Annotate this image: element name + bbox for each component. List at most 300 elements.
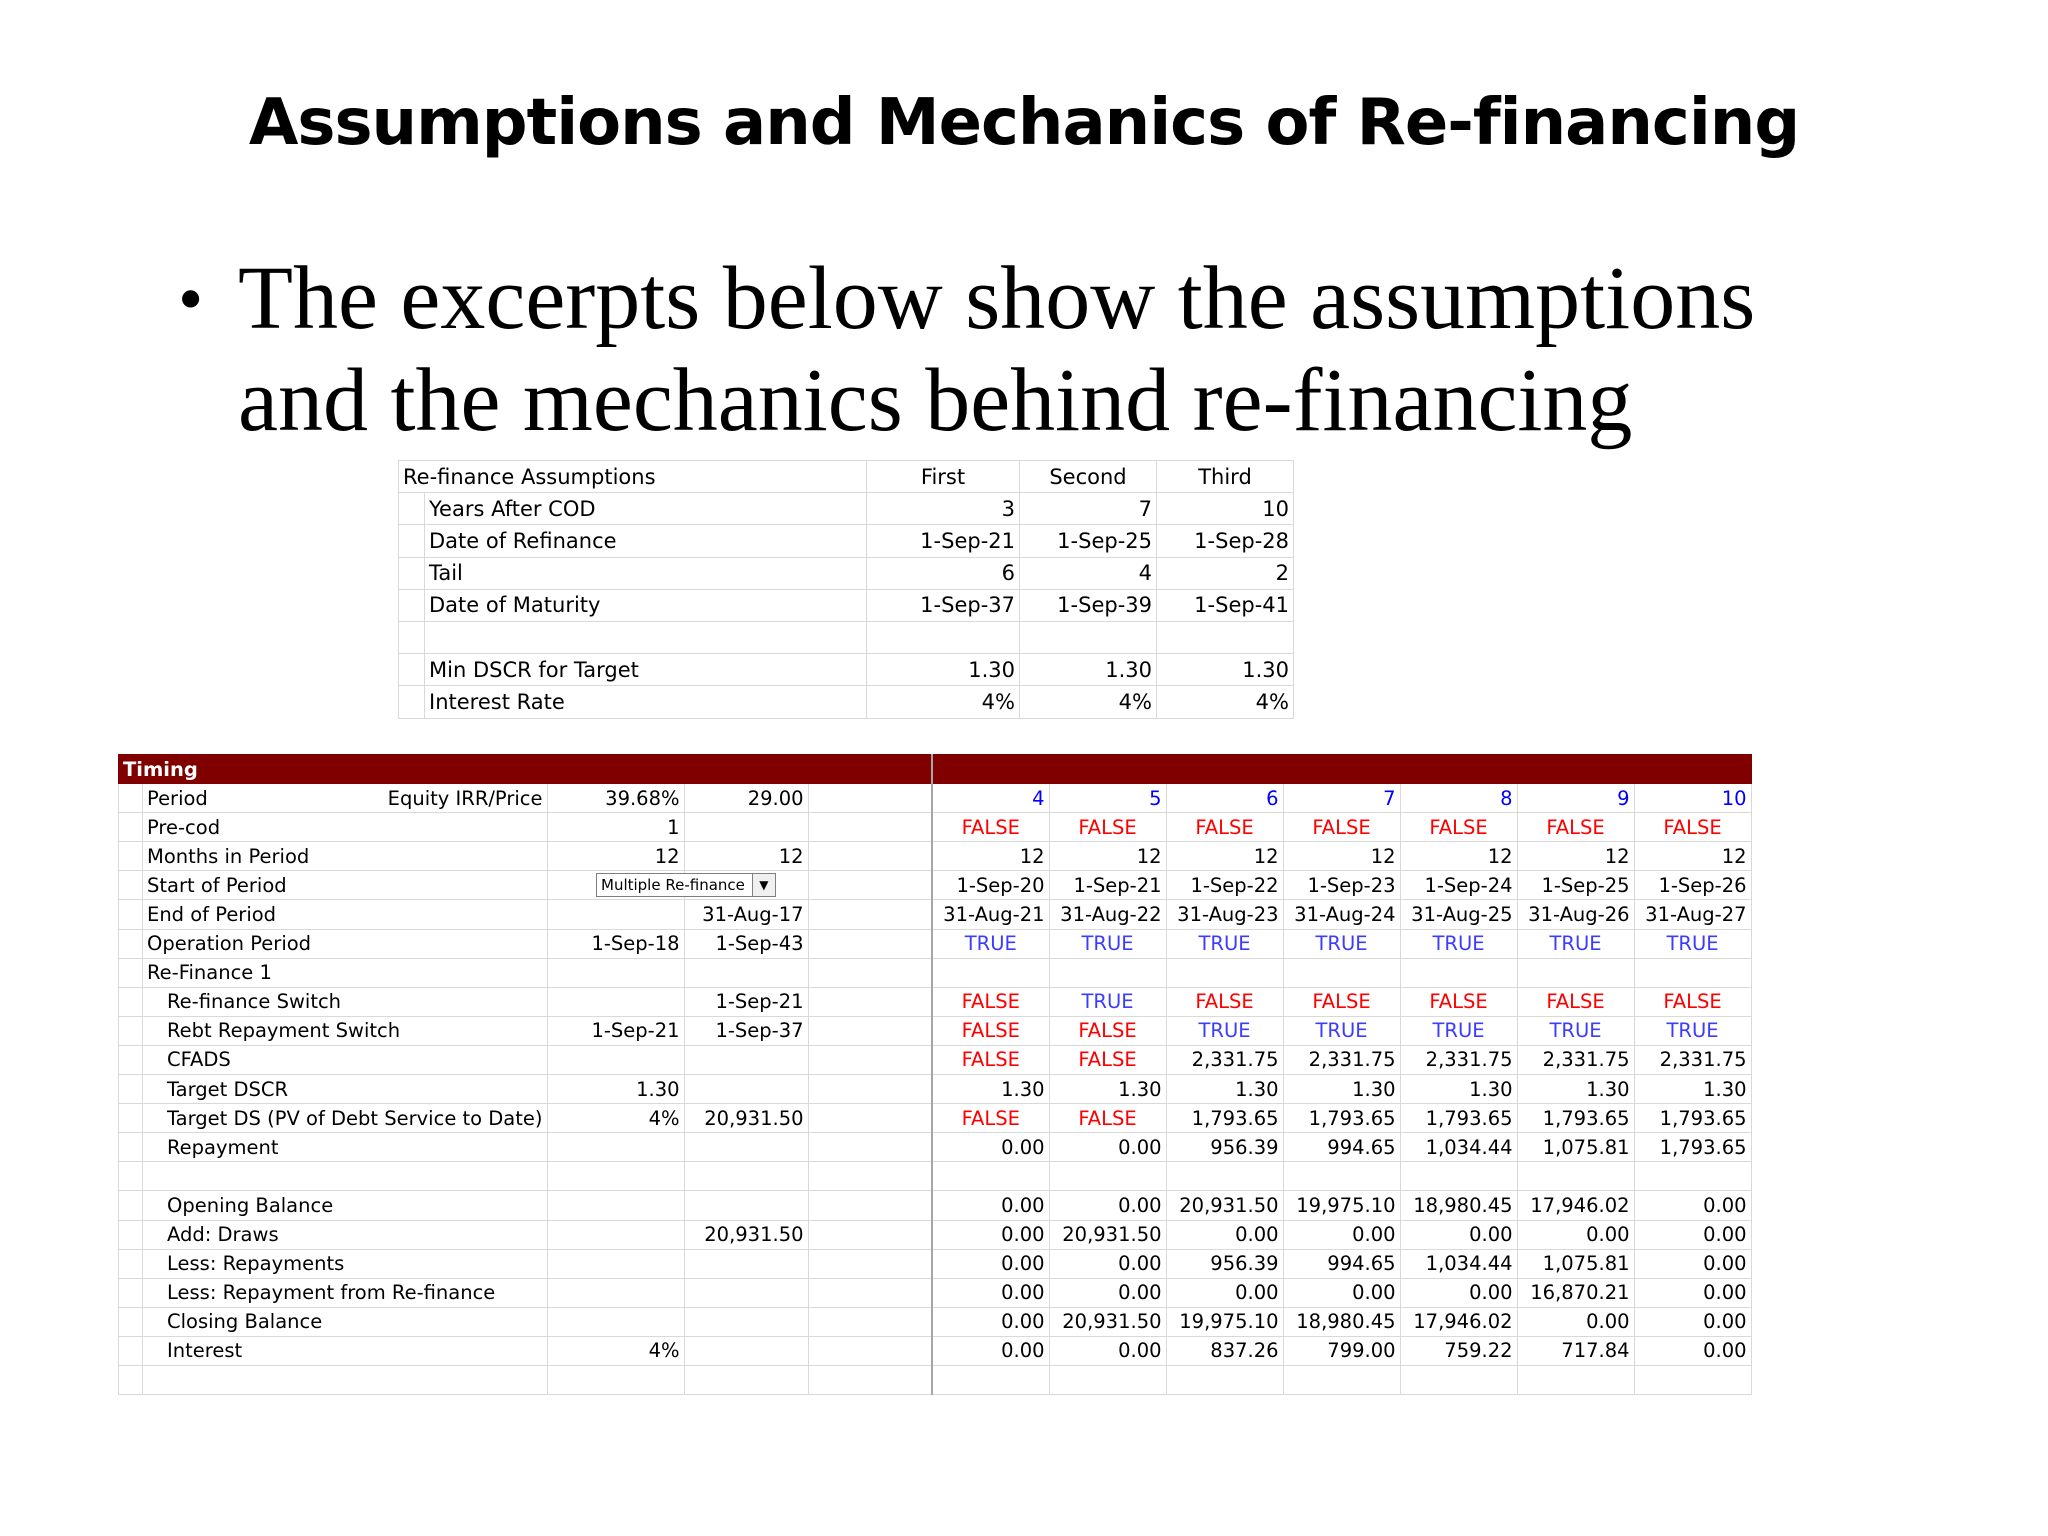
row-label: Tail [425,557,867,589]
indent-cell [119,1104,143,1133]
indent-cell [119,871,143,900]
period-value-cell: 19,975.10 [1166,1307,1283,1336]
spacer-cell [808,842,932,871]
column-header: Second [1020,461,1157,493]
table-row [119,842,1752,871]
period-value-cell: 0.00 [932,1220,1049,1249]
period-value-cell: 0.00 [1634,1191,1751,1220]
period-value-cell: 16,870.21 [1517,1278,1634,1307]
period-value-cell: TRUE [1283,929,1400,958]
period-value-cell: 1,793.65 [1634,1104,1751,1133]
table-row [119,1365,1752,1394]
period-value-cell: 717.84 [1517,1336,1634,1365]
period-value-cell: 1.30 [1166,1075,1283,1104]
period-value-cell: 994.65 [1283,1133,1400,1162]
spacer-cell [808,813,932,842]
refinance-assumptions-table [398,460,1294,719]
value-cell: 1.30 [1157,654,1294,686]
period-value-cell: 12 [1049,842,1166,871]
period-value-cell: 0.00 [932,1191,1049,1220]
period-value-cell: 0.00 [1634,1336,1751,1365]
indent-cell [119,1045,143,1074]
spacer-cell [808,1162,932,1191]
dropdown-arrow-icon[interactable]: ▼ [752,874,775,896]
period-value-cell: 0.00 [1634,1307,1751,1336]
indent-cell [119,813,143,842]
row-label: Less: Repayments [143,1249,548,1278]
period-value-cell: FALSE [1166,813,1283,842]
value-cell [547,1133,684,1162]
value-cell [684,1278,808,1307]
table-header-row [399,461,1294,493]
period-value-cell: 0.00 [1400,1278,1517,1307]
period-value-cell: 31-Aug-22 [1049,900,1166,929]
period-value-cell: 0.00 [1049,1336,1166,1365]
period-value-cell: 0.00 [932,1133,1049,1162]
spacer-cell [808,1045,932,1074]
period-value-cell: FALSE [932,813,1049,842]
period-value-cell: 5 [1049,784,1166,813]
value-cell: 20,931.50 [684,1220,808,1249]
period-value-cell: 10 [1634,784,1751,813]
value-cell: 4% [1157,686,1294,718]
period-value-cell: TRUE [1049,987,1166,1016]
row-label: Closing Balance [143,1307,548,1336]
row-label: Less: Repayment from Re-finance [143,1278,548,1307]
table-row [119,1278,1752,1307]
table-row [119,1191,1752,1220]
row-label: Interest Rate [425,686,867,718]
period-value-cell [1166,1162,1283,1191]
indent-cell [399,654,425,686]
value-cell: 1.30 [867,654,1020,686]
period-value-cell: 1,034.44 [1400,1249,1517,1278]
value-cell: 1-Sep-21 [867,525,1020,557]
period-value-cell: FALSE [1166,987,1283,1016]
value-cell: 1-Sep-28 [1157,525,1294,557]
value-cell: 1-Sep-18 [547,929,684,958]
period-value-cell: 2,331.75 [1283,1045,1400,1074]
value-cell [547,987,684,1016]
period-value-cell: 1,034.44 [1400,1133,1517,1162]
indent-cell [119,929,143,958]
period-value-cell: 1,075.81 [1517,1133,1634,1162]
table-row [399,557,1294,589]
value-cell: 3 [867,493,1020,525]
table-row [119,1133,1752,1162]
period-value-cell: 0.00 [1049,1191,1166,1220]
row-label: Interest [143,1336,548,1365]
period-value-cell: 0.00 [1166,1220,1283,1249]
period-value-cell: FALSE [1400,987,1517,1016]
period-value-cell: TRUE [1049,929,1166,958]
period-value-cell: 759.22 [1400,1336,1517,1365]
period-value-cell: 0.00 [1517,1307,1634,1336]
value-cell [684,958,808,987]
table-row [119,1104,1752,1133]
period-value-cell [1400,958,1517,987]
period-value-cell: 1.30 [1634,1075,1751,1104]
period-value-cell: TRUE [1166,929,1283,958]
value-cell [1020,621,1157,653]
period-value-cell: 0.00 [932,1336,1049,1365]
period-value-cell [1166,958,1283,987]
period-value-cell: TRUE [1634,1016,1751,1045]
row-label: Operation Period [143,929,548,958]
period-value-cell: 0.00 [1634,1249,1751,1278]
value-cell [547,1220,684,1249]
table-row [399,686,1294,718]
row-label: Opening Balance [143,1191,548,1220]
period-value-cell: FALSE [932,1016,1049,1045]
period-value-cell: 7 [1283,784,1400,813]
period-value-cell: TRUE [1517,1016,1634,1045]
value-cell: 1.30 [547,1075,684,1104]
period-value-cell: TRUE [1634,929,1751,958]
period-value-cell [1283,958,1400,987]
value-cell: 29.00 [684,784,808,813]
spacer-cell [808,1307,932,1336]
row-label: Re-Finance 1 [143,958,548,987]
indent-cell [119,1278,143,1307]
timing-table [118,754,1752,1395]
slide-title: Assumptions and Mechanics of Re-financing [248,86,1800,160]
period-value-cell: 31-Aug-23 [1166,900,1283,929]
period-value-cell [1166,1365,1283,1394]
table-row [399,589,1294,621]
period-value-cell: 12 [1634,842,1751,871]
value-cell: 4% [867,686,1020,718]
indent-cell [119,1191,143,1220]
period-value-cell: 31-Aug-27 [1634,900,1751,929]
period-value-cell: 4 [932,784,1049,813]
indent-cell [119,900,143,929]
period-value-cell: TRUE [1283,1016,1400,1045]
period-value-cell: 0.00 [1634,1220,1751,1249]
value-cell [684,1133,808,1162]
timing-header-fill [932,755,1751,784]
row-label: CFADS [143,1045,548,1074]
period-value-cell: 0.00 [932,1249,1049,1278]
period-value-cell: 1,793.65 [1283,1104,1400,1133]
row-label-text: Start of Period [147,873,287,897]
indent-cell [119,1307,143,1336]
column-header: First [867,461,1020,493]
period-value-cell: 18,980.45 [1283,1307,1400,1336]
table-row [399,525,1294,557]
assumptions-heading: Re-finance Assumptions [399,461,867,493]
period-value-cell: 2,331.75 [1400,1045,1517,1074]
value-cell [547,1162,684,1191]
period-value-cell: FALSE [1400,813,1517,842]
period-value-cell: 1,793.65 [1634,1133,1751,1162]
value-cell [684,1075,808,1104]
row-label [143,1365,548,1394]
period-value-cell: 799.00 [1283,1336,1400,1365]
period-value-cell: 0.00 [1400,1220,1517,1249]
value-cell: 1-Sep-37 [867,589,1020,621]
timing-header: Timing [119,755,933,784]
period-value-cell: 19,975.10 [1283,1191,1400,1220]
period-value-cell [1634,1162,1751,1191]
period-value-cell: 0.00 [1517,1220,1634,1249]
table-row [119,1307,1752,1336]
row-label: Min DSCR for Target [425,654,867,686]
period-value-cell: 0.00 [1166,1278,1283,1307]
period-value-cell: 12 [1166,842,1283,871]
period-value-cell: 994.65 [1283,1249,1400,1278]
period-value-cell [1517,1162,1634,1191]
spacer-cell [808,1278,932,1307]
period-value-cell: FALSE [1049,813,1166,842]
indent-cell [399,686,425,718]
period-value-cell: TRUE [932,929,1049,958]
value-cell [547,1191,684,1220]
row-label: Repayment [143,1133,548,1162]
spacer-cell [808,1075,932,1104]
period-value-cell [1049,1162,1166,1191]
value-cell: 4 [1020,557,1157,589]
indent-cell [119,842,143,871]
indent-cell [119,1016,143,1045]
indent-cell [119,958,143,987]
period-value-cell: 18,980.45 [1400,1191,1517,1220]
period-value-cell: 12 [1400,842,1517,871]
spacer-cell [808,1191,932,1220]
value-cell [547,900,684,929]
period-value-cell [1049,958,1166,987]
value-cell: 1-Sep-21 [547,1016,684,1045]
indent-cell [119,1249,143,1278]
period-value-cell: 0.00 [1283,1278,1400,1307]
period-value-cell: 1-Sep-22 [1166,871,1283,900]
value-cell [547,1278,684,1307]
period-value-cell [932,1162,1049,1191]
value-cell [684,813,808,842]
period-value-cell [1400,1162,1517,1191]
period-value-cell: FALSE [1283,813,1400,842]
period-value-cell: 20,931.50 [1049,1220,1166,1249]
row-label [143,784,548,813]
row-label: End of Period [143,900,548,929]
dropdown-value: Multiple Re-finance [601,876,745,895]
period-value-cell: 31-Aug-21 [932,900,1049,929]
value-cell [684,1191,808,1220]
value-cell: 1 [547,813,684,842]
indent-cell [119,1220,143,1249]
period-value-cell: 1.30 [1049,1075,1166,1104]
period-value-cell: 12 [1283,842,1400,871]
table-row [119,1045,1752,1074]
period-value-cell: FALSE [932,1045,1049,1074]
table-row [119,1220,1752,1249]
period-value-cell: 31-Aug-25 [1400,900,1517,929]
value-cell: 4% [547,1336,684,1365]
period-value-cell: 1-Sep-26 [1634,871,1751,900]
period-value-cell: TRUE [1400,929,1517,958]
column-header: Third [1157,461,1294,493]
period-value-cell: FALSE [1049,1045,1166,1074]
spacer-cell [808,958,932,987]
table-row [399,621,1294,653]
value-cell: 6 [867,557,1020,589]
spacer-cell [808,1133,932,1162]
table-row [119,929,1752,958]
table-row [119,1336,1752,1365]
value-cell [547,1307,684,1336]
period-value-cell: 8 [1400,784,1517,813]
value-cell: 1-Sep-39 [1020,589,1157,621]
value-cell [684,1249,808,1278]
value-cell: 39.68% [547,784,684,813]
period-value-cell: 9 [1517,784,1634,813]
period-value-cell: 1.30 [1283,1075,1400,1104]
row-label [425,621,867,653]
period-value-cell: 1.30 [1400,1075,1517,1104]
value-cell [547,1045,684,1074]
period-value-cell: 0.00 [1049,1278,1166,1307]
period-value-cell: TRUE [1517,929,1634,958]
spacer-cell [808,1104,932,1133]
period-value-cell: 1,793.65 [1400,1104,1517,1133]
value-cell [684,1045,808,1074]
value-cell: 1-Sep-37 [684,1016,808,1045]
value-cell [1157,621,1294,653]
period-value-cell: 1,793.65 [1166,1104,1283,1133]
row-label: Date of Maturity [425,589,867,621]
row-label: Date of Refinance [425,525,867,557]
indent-cell [119,784,143,813]
row-label: Target DS (PV of Debt Service to Date) [143,1104,548,1133]
period-value-cell: 1,075.81 [1517,1249,1634,1278]
value-cell [684,1162,808,1191]
indent-cell [399,557,425,589]
row-label: Rebt Repayment Switch [143,1016,548,1045]
period-value-cell: 2,331.75 [1517,1045,1634,1074]
value-cell: 12 [684,842,808,871]
period-value-cell: 837.26 [1166,1336,1283,1365]
period-value-cell: 1.30 [932,1075,1049,1104]
period-value-cell: 20,931.50 [1166,1191,1283,1220]
table-row [119,871,1752,900]
value-cell: 7 [1020,493,1157,525]
period-value-cell: FALSE [1283,987,1400,1016]
row-note: Equity IRR/Price [387,786,543,810]
spacer-cell [808,1336,932,1365]
period-value-cell: 956.39 [1166,1249,1283,1278]
period-value-cell: 1-Sep-24 [1400,871,1517,900]
table-row [119,784,1752,813]
period-value-cell: 12 [932,842,1049,871]
row-label: Add: Draws [143,1220,548,1249]
period-value-cell [932,1365,1049,1394]
period-value-cell: 0.00 [1634,1278,1751,1307]
value-cell [684,1365,808,1394]
table-row [399,493,1294,525]
table-row [119,1162,1752,1191]
table-row [119,813,1752,842]
period-value-cell: 0.00 [1049,1249,1166,1278]
period-value-cell: 31-Aug-26 [1517,900,1634,929]
period-value-cell: 0.00 [932,1278,1049,1307]
table-row [119,1016,1752,1045]
value-cell: 20,931.50 [684,1104,808,1133]
indent-cell [119,1162,143,1191]
spacer-cell [808,871,932,900]
row-label [143,871,769,900]
period-value-cell: 6 [1166,784,1283,813]
spacer-cell [808,1249,932,1278]
period-value-cell: 1,793.65 [1517,1104,1634,1133]
indent-cell [119,1336,143,1365]
period-value-cell: FALSE [1634,987,1751,1016]
period-value-cell: 2,331.75 [1166,1045,1283,1074]
period-value-cell [1517,958,1634,987]
period-value-cell: 17,946.02 [1517,1191,1634,1220]
period-value-cell: 17,946.02 [1400,1307,1517,1336]
row-label: Pre-cod [143,813,548,842]
value-cell [684,1336,808,1365]
timing-header-row [119,755,1752,784]
period-value-cell: 956.39 [1166,1133,1283,1162]
value-cell [547,958,684,987]
spacer-cell [808,1220,932,1249]
value-cell: 1.30 [1020,654,1157,686]
period-value-cell: 2,331.75 [1634,1045,1751,1074]
value-cell: 31-Aug-17 [684,900,808,929]
spacer-cell [808,987,932,1016]
period-value-cell: 0.00 [1049,1133,1166,1162]
value-cell: 1-Sep-21 [684,987,808,1016]
spacer-cell [808,784,932,813]
indent-cell [399,525,425,557]
row-label: Months in Period [143,842,548,871]
period-value-cell: FALSE [1049,1016,1166,1045]
table-row [119,987,1752,1016]
value-cell [867,621,1020,653]
value-cell: 1-Sep-25 [1020,525,1157,557]
refinance-mode-dropdown[interactable] [596,873,776,897]
period-value-cell [1283,1365,1400,1394]
value-cell: 10 [1157,493,1294,525]
period-value-cell: 12 [1517,842,1634,871]
period-value-cell: FALSE [932,1104,1049,1133]
period-value-cell [1400,1365,1517,1394]
indent-cell [119,1133,143,1162]
period-value-cell: 0.00 [1283,1220,1400,1249]
period-value-cell: 1-Sep-20 [932,871,1049,900]
value-cell: 2 [1157,557,1294,589]
period-value-cell: FALSE [1517,987,1634,1016]
value-cell [547,1249,684,1278]
period-value-cell [1634,958,1751,987]
period-value-cell: 31-Aug-24 [1283,900,1400,929]
period-value-cell: FALSE [932,987,1049,1016]
row-label: Re-finance Switch [143,987,548,1016]
period-value-cell: 0.00 [932,1307,1049,1336]
period-value-cell: TRUE [1400,1016,1517,1045]
value-cell [547,1365,684,1394]
value-cell: 1-Sep-41 [1157,589,1294,621]
indent-cell [399,493,425,525]
spacer-cell [808,929,932,958]
bullet-text: The excerpts below show the assumptions and the mechanics behind re-financing [238,249,1756,450]
value-cell: 4% [547,1104,684,1133]
period-value-cell: TRUE [1166,1016,1283,1045]
value-cell: 12 [547,842,684,871]
period-value-cell: FALSE [1634,813,1751,842]
period-value-cell [1283,1162,1400,1191]
